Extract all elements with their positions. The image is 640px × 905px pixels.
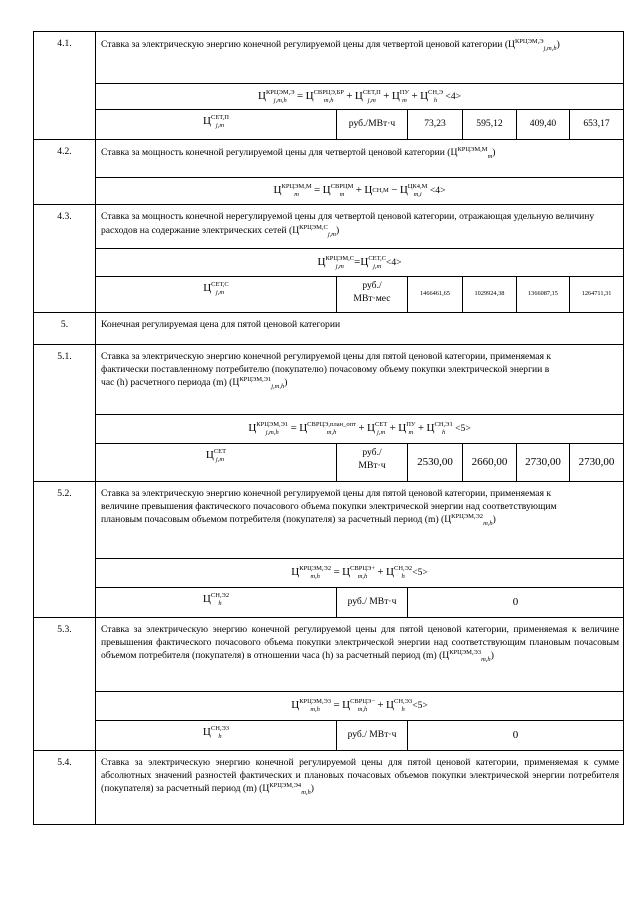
row-description: Конечная регулируемая цена для пятой ценовой категории (96, 313, 624, 345)
formula: Ц КРЦЭМ,Э1 j,m,h = Ц СВРЦЭ,план_опт m,h + Ц СЕТ j,m + Ц ПУ m + Ц СН,Э1 h <5> (96, 415, 624, 444)
row-description: Ставка за электрическую энергию конечной регулируемой цены для пятой ценовой категории, применяемая к сумме абсолютных значений разностей фактических и плановых почасовых объемов покупки электрической энергии потребителя (покупателя) за расчетный период (m) $(Ц^{КРЦЭМ,Э4}_{m,h})$ (96, 751, 624, 825)
formula: Ц КРЦЭМ,С j,m =Ц СЕТ,С j,m <4> (96, 249, 624, 277)
row-5-3-header (34, 618, 624, 692)
row-5-3-formula (34, 692, 624, 721)
row-description: Ставка за мощность конечной нерегулируемой цены для четвертой ценовой категории, отражающая удельную величину расходов на содержание электрических сетей $(Ц^{КРЦЭМ,С}_{j,m})$ (96, 205, 624, 249)
unit: руб./ МВт·мес (337, 277, 408, 313)
formula: Ц КРЦЭМ,Э j,m,h = Ц СВРЦЭ,БР m,h + Ц СЕТ,П j,m + Ц ПУ m + Ц СН,Э h <4> (96, 84, 624, 110)
row-5 (34, 313, 624, 345)
row-description: Ставка за мощность конечной регулируемой цены для четвертой ценовой категории $(Ц^{КРЦЭМ,М}_m)$ (96, 140, 624, 178)
formula: Ц КРЦЭМ,Э3 m,h = Ц СВРЦЭ− m,h + Ц СН,Э3 h <5> (96, 692, 624, 721)
data-label: Ц СЕТ,П j,m (96, 110, 337, 140)
row-number: 5.1. (34, 345, 96, 482)
data-label: Ц СН,Э2 h (96, 588, 337, 618)
row-5-3-values (34, 721, 624, 751)
row-4-1-formula (34, 84, 624, 110)
value-cell: 2730,00 (517, 444, 570, 482)
row-5-1-values (34, 444, 624, 482)
value-cell: 595,12 (463, 110, 517, 140)
unit: руб./МВт·ч (337, 110, 408, 140)
row-number: 4.1. (34, 32, 96, 140)
value-cell: 2530,00 (408, 444, 463, 482)
formula: Ц КРЦЭМ,М m = Ц СВРЦМ m + Ц СН,М − Ц ЦК4,М m,i <4> (96, 178, 624, 205)
unit: руб./ МВт·ч (337, 444, 408, 482)
value-cell: 1366087,15 (517, 277, 570, 313)
row-4-3-header (34, 205, 624, 249)
row-4-3-values (34, 277, 624, 313)
row-4-1-values (34, 110, 624, 140)
row-number: 5.3. (34, 618, 96, 751)
unit: руб./ МВт·ч (337, 588, 408, 618)
row-5-1-header (34, 345, 624, 415)
row-number: 4.2. (34, 140, 96, 205)
row-5-4 (34, 751, 624, 825)
formula: Ц КРЦЭМ,Э2 m,h = Ц СВРЦЭ+ m,h + Ц СН,Э2 h <5> (96, 559, 624, 588)
row-description: Ставка за электрическую энергию конечной регулируемой цены для четвертой ценовой категории $(Ц^{КРЦЭМ,Э}_{j,m,h})$ (96, 32, 624, 84)
value-cell: 2730,00 (570, 444, 624, 482)
value-cell: 0 (408, 721, 624, 751)
row-number: 5. (34, 313, 96, 345)
value-cell: 653,17 (570, 110, 624, 140)
row-5-2-formula (34, 559, 624, 588)
tariff-table (33, 31, 624, 825)
value-cell: 0 (408, 588, 624, 618)
row-4-2-formula (34, 178, 624, 205)
data-label: Ц СЕТ j,m (96, 444, 337, 482)
row-description: Ставка за электрическую энергию конечной регулируемой цены для пятой ценовой категории, применяемая к величине превышения фактического почасового объема покупки электрической энергии над соответствующим плановым почасовым объемом потребителя (покупателя) в отношении часа (h) за расчетный период (m) $(Ц^{КРЦЭМ,Э3}_{m,h})$ (96, 618, 624, 692)
row-4-1-header (34, 32, 624, 84)
value-cell: 73,23 (408, 110, 463, 140)
row-5-2-values (34, 588, 624, 618)
value-cell: 1466461,65 (408, 277, 463, 313)
value-cell: 2660,00 (463, 444, 517, 482)
row-4-3-formula (34, 249, 624, 277)
row-description: Ставка за электрическую энергию конечной регулируемой цены для пятой ценовой категории, применяемая к фактически поставленному потребителю (покупателю) почасовому объему покупки электрической энергии в час (h) расчетного периода (m) $(Ц^{КРЦЭМ,Э1}_{j,m,h})$ (96, 345, 624, 415)
row-description: Ставка за электрическую энергию конечной регулируемой цены для пятой ценовой категории, применяемая к величине превышения фактического почасового объема покупки электрической энергии над соответствующим плановым почасовым объемом потребителя (покупателя) за расчетный период (m) $(Ц^{КРЦЭМ,Э2}_{m,h})$ (96, 482, 624, 559)
value-cell: 409,40 (517, 110, 570, 140)
row-number: 5.4. (34, 751, 96, 825)
value-cell: 1029924,38 (463, 277, 517, 313)
data-label: Ц СН,Э3 h (96, 721, 337, 751)
value-cell: 1264711,31 (570, 277, 624, 313)
row-4-2-header (34, 140, 624, 178)
unit: руб./ МВт·ч (337, 721, 408, 751)
row-5-1-formula (34, 415, 624, 444)
row-5-2-header (34, 482, 624, 559)
row-number: 4.3. (34, 205, 96, 313)
data-label: Ц СЕТ,С j,m (96, 277, 337, 313)
row-number: 5.2. (34, 482, 96, 618)
